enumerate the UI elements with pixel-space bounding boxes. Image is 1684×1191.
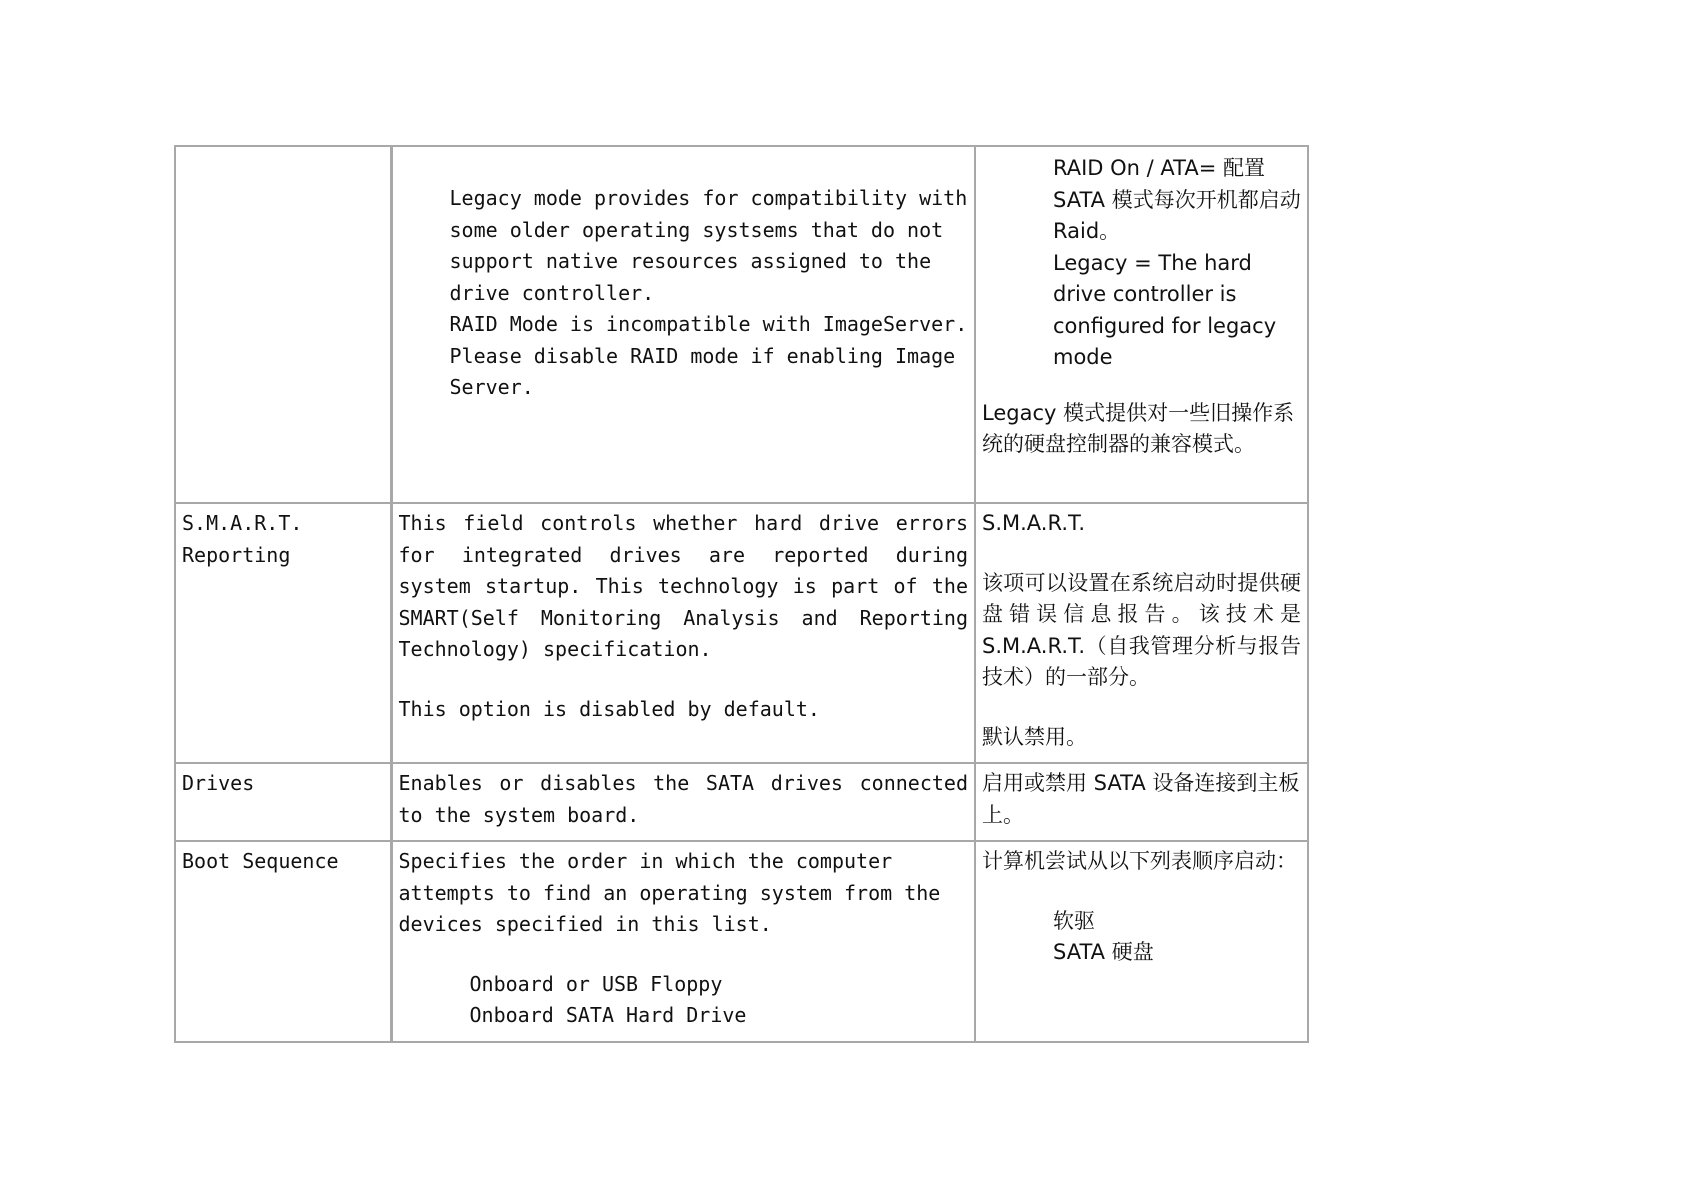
description-paragraph: RAID Mode is incompatible with ImageServer. Please disable RAID mode if enabling Image Server. xyxy=(449,312,968,399)
setting-name: Boot Sequence xyxy=(182,849,339,873)
description-cell xyxy=(391,841,975,1042)
translation-cell xyxy=(975,146,1308,503)
boot-device-item-zh: SATA 硬盘 xyxy=(1053,940,1154,964)
translation-cell xyxy=(975,763,1308,841)
description-paragraph: Specifies the order in which the computer attempts to find an operating system from the devices specified in this list. xyxy=(398,849,941,936)
description-cell xyxy=(391,763,975,841)
boot-device-item: Onboard or USB Floppy xyxy=(469,971,723,996)
translation-indented-line: Legacy = The hard drive controller is configured for legacy mode xyxy=(1053,250,1277,369)
translation-paragraph: 该项可以设置在系统启动时提供硬盘错误信息报告。该技术是 S.M.A.R.T.（自我管理分析与报告技术）的一部分。 xyxy=(982,570,1301,689)
setting-name: Drives xyxy=(182,771,255,795)
description-paragraph: Enables or disables the SATA drives connected to the system board. xyxy=(398,771,968,827)
translation-cell xyxy=(975,841,1308,1042)
table-row-boot-sequence xyxy=(175,841,1308,1042)
translation-paragraph: S.M.A.R.T. xyxy=(982,511,1086,535)
boot-device-item: Onboard SATA Hard Drive xyxy=(469,1003,747,1027)
setting-name: S.M.A.R.T. Reporting xyxy=(182,511,303,567)
translation-paragraph: 启用或禁用 SATA 设备连接到主板上。 xyxy=(982,771,1300,827)
table-row-smart-reporting xyxy=(175,503,1308,763)
setting-name-cell xyxy=(175,841,391,1042)
description-cell xyxy=(391,146,975,503)
translation-paragraph: 默认禁用。 xyxy=(982,724,1087,749)
translation-paragraph: Legacy 模式提供对一些旧操作系统的硬盘控制器的兼容模式。 xyxy=(982,400,1295,456)
description-paragraph: This field controls whether hard drive errors for integrated drives are reported during system startup. This technology is part of the SMART(Self Monitoring Analysis and Reporting Technology) specification. xyxy=(398,511,968,661)
translation-indented-line: RAID On / ATA= 配置 SATA 模式每次开机都启动 Raid。 xyxy=(1053,156,1301,243)
setting-name-cell xyxy=(175,503,391,763)
translation-paragraph: 计算机尝试从以下列表顺序启动： xyxy=(982,849,1297,873)
description-paragraph: Legacy mode provides for compatibility with some older operating systsems that do not support native resources assigned to the drive controller. xyxy=(449,186,968,305)
table-row-drives xyxy=(175,763,1308,841)
translation-cell xyxy=(975,503,1308,763)
bios-settings-table xyxy=(174,145,1309,1043)
description-cell xyxy=(391,503,975,763)
table-row-sata-operation xyxy=(175,146,1308,503)
setting-name-cell xyxy=(175,146,391,503)
boot-device-item-zh: 软驱 xyxy=(1053,908,1095,933)
setting-name-cell xyxy=(175,763,391,841)
description-paragraph: This option is disabled by default. xyxy=(398,696,820,721)
